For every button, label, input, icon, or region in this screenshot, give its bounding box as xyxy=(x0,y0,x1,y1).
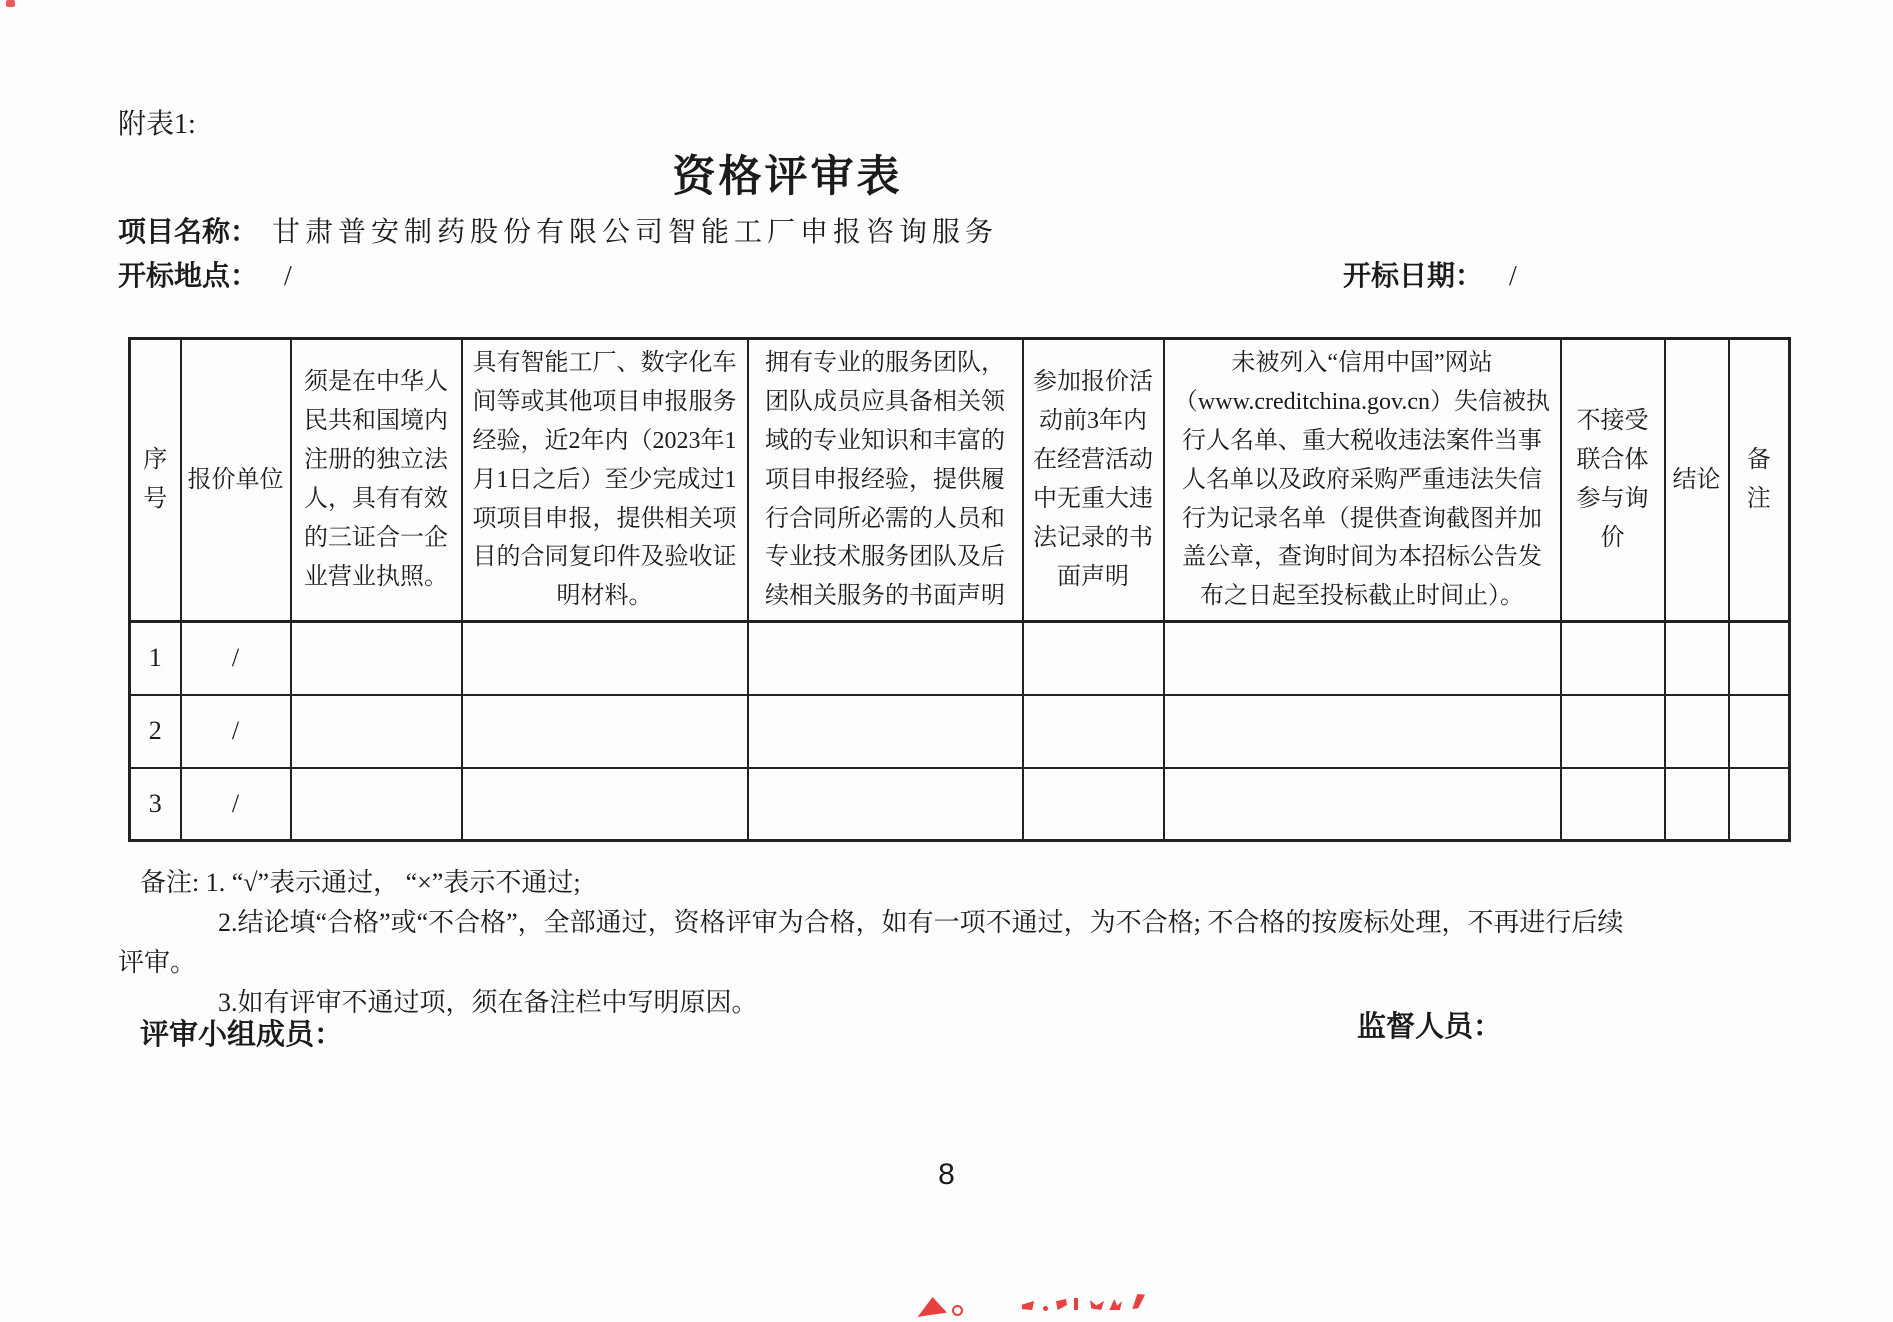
table-row xyxy=(130,695,1790,768)
cell-empty xyxy=(1729,768,1790,841)
cell-empty xyxy=(1665,622,1729,695)
header-credit-china-requirement: 未被列入“信用中国”网站（www.creditchina.gov.cn）失信被执行人名单、重大税收违法案件当事人名单以及政府采购严重违法失信行为记录名单（提供查询截图并加盖公章，查询时间为本招标公告发布之日起至投标截止时间止）。 xyxy=(1164,339,1561,622)
cell-empty xyxy=(1561,622,1665,695)
header-team-requirement: 拥有专业的服务团队，团队成员应具备相关领域的专业知识和丰富的项目申报经验，提供履行合同所必需的人员和专业技术服务团队及后续相关服务的书面声明 xyxy=(748,339,1023,622)
cell-seq: 3 xyxy=(130,768,181,841)
stamp-fragment xyxy=(6,0,15,7)
header-conclusion: 结论 xyxy=(1665,339,1729,622)
qualification-review-table xyxy=(128,337,1791,842)
cell-empty xyxy=(462,695,748,768)
stamp-fragment xyxy=(1128,1294,1145,1309)
note-line-3: 评审。 xyxy=(118,948,197,977)
cell-empty xyxy=(291,768,462,841)
project-name-label: 项目名称： xyxy=(118,217,259,248)
note-line-4: 3.如有评审不通过项，须在备注栏中写明原因。 xyxy=(218,988,758,1017)
cell-empty xyxy=(1561,695,1665,768)
bid-date-label: 开标日期： xyxy=(1343,261,1484,292)
cell-empty xyxy=(1023,768,1164,841)
stamp-fragment xyxy=(1022,1301,1034,1310)
cell-empty xyxy=(462,622,748,695)
stamp-fragment xyxy=(1090,1300,1104,1310)
cell-empty xyxy=(1023,622,1164,695)
cell-unit: / xyxy=(181,622,291,695)
header-no-consortium: 不接受联合体参与询价 xyxy=(1561,339,1665,622)
stamp-fragment xyxy=(915,1297,947,1317)
header-legal-entity-requirement: 须是在中华人民共和国境内注册的独立法人，具有有效的三证合一企业营业执照。 xyxy=(291,339,462,622)
header-remarks: 备注 xyxy=(1729,339,1790,622)
cell-unit: / xyxy=(181,768,291,841)
cell-empty xyxy=(1729,695,1790,768)
cell-empty xyxy=(748,768,1023,841)
table-row xyxy=(130,768,1790,841)
cell-empty xyxy=(1729,622,1790,695)
attachment-label: 附表1: xyxy=(118,109,196,140)
cell-empty xyxy=(748,622,1023,695)
stamp-fragment xyxy=(1043,1306,1048,1311)
page-title: 资格评审表 xyxy=(672,154,903,201)
bid-location-label: 开标地点： xyxy=(118,261,259,292)
note-line-1: 备注: 1. “√”表示通过， “×”表示不通过; xyxy=(140,868,581,897)
supervisor-label: 监督人员： xyxy=(1357,1011,1503,1043)
cell-empty xyxy=(1561,768,1665,841)
cell-empty xyxy=(462,768,748,841)
cell-unit: / xyxy=(181,695,291,768)
table-row xyxy=(130,622,1790,695)
bid-location-row xyxy=(118,254,292,294)
cell-empty xyxy=(1164,695,1561,768)
cell-empty xyxy=(748,695,1023,768)
bid-location-value: / xyxy=(284,261,292,292)
review-group-label: 评审小组成员： xyxy=(140,1019,344,1051)
cell-empty xyxy=(1164,622,1561,695)
cell-seq: 1 xyxy=(130,622,181,695)
project-name-row xyxy=(118,210,998,250)
header-seq: 序号 xyxy=(130,339,181,622)
table-header-row xyxy=(130,339,1790,622)
cell-empty xyxy=(1665,695,1729,768)
stamp-fragment xyxy=(1074,1298,1078,1310)
cell-empty xyxy=(1164,768,1561,841)
header-quoting-unit: 报价单位 xyxy=(181,339,291,622)
cell-empty xyxy=(291,695,462,768)
stamp-fragment xyxy=(1056,1299,1067,1310)
page-number: 8 xyxy=(938,1158,955,1191)
header-no-violation-declaration: 参加报价活动前3年内在经营活动中无重大违法记录的书面声明 xyxy=(1023,339,1164,622)
note-line-2: 2.结论填“合格”或“不合格”，全部通过，资格评审为合格，如有一项不通过，为不合格; 不合格的按废标处理，不再进行后续 xyxy=(218,908,1624,937)
bid-date-row xyxy=(1343,254,1517,294)
cell-seq: 2 xyxy=(130,695,181,768)
header-experience-requirement: 具有智能工厂、数字化车间等或其他项目申报服务经验，近2年内（2023年1月1日之后）至少完成过1项项目申报，提供相关项目的合同复印件及验收证明材料。 xyxy=(462,339,748,622)
cell-empty xyxy=(1023,695,1164,768)
cell-empty xyxy=(291,622,462,695)
cell-empty xyxy=(1665,768,1729,841)
bid-date-value: / xyxy=(1509,261,1517,292)
stamp-fragment xyxy=(1108,1299,1122,1310)
project-name-value: 甘肃普安制药股份有限公司智能工厂申报咨询服务 xyxy=(272,217,999,248)
stamp-fragment xyxy=(952,1305,963,1316)
